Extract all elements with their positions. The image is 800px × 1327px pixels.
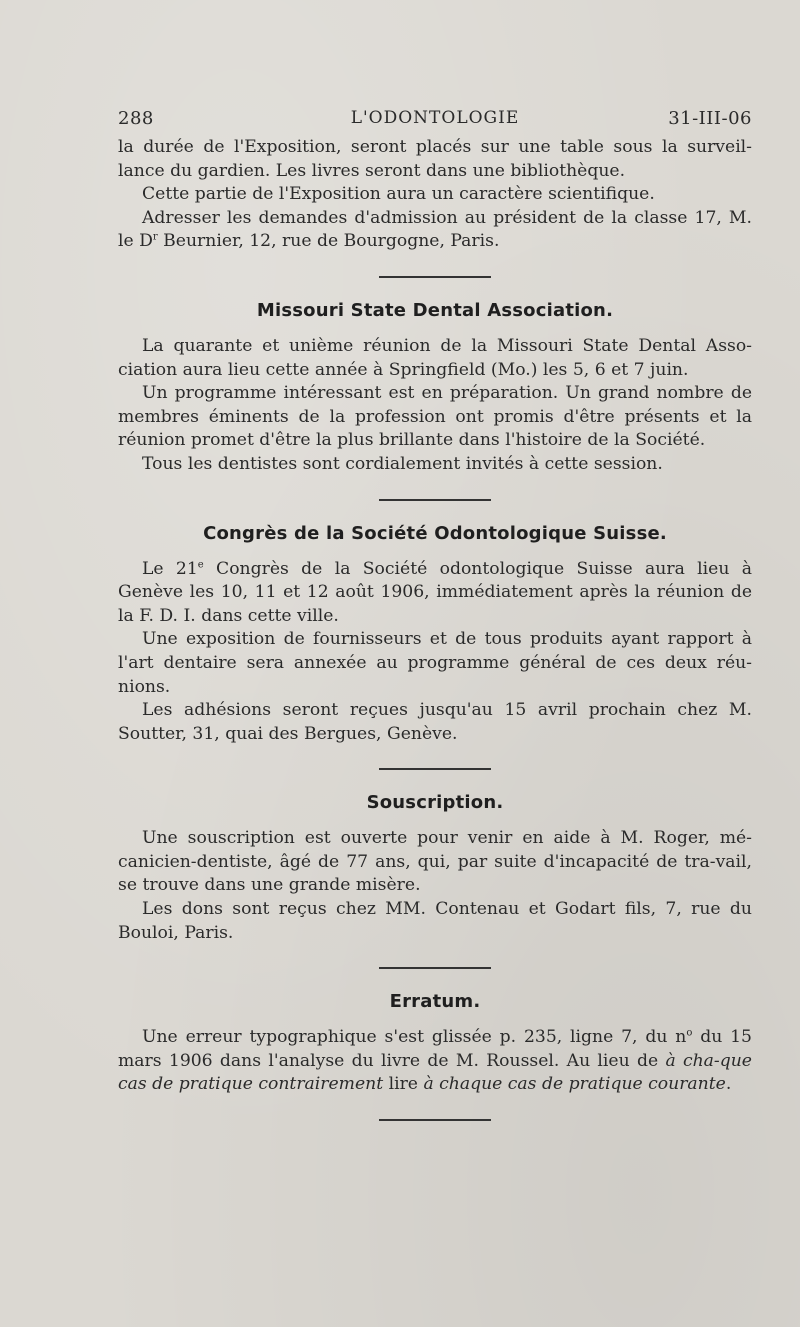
erratum-italic-original: à cha-que cas de pratique contrairement	[118, 1050, 752, 1095]
erratum-paragraph	[118, 1026, 752, 1097]
issue-date: 31-III-06	[668, 108, 752, 129]
congres-heading: Congrès de la Société Odontologique Suisse.	[203, 522, 667, 544]
section-divider	[379, 1119, 491, 1121]
erratum-text-d: .	[725, 1074, 732, 1095]
souscription-heading: Souscription.	[366, 792, 504, 814]
congres-paragraph-3: Les adhésions seront reçues jusqu'au 15 avril prochain chez M. Soutter, 31, quai des Bergues, Genève.	[118, 700, 752, 744]
section-divider	[379, 499, 491, 501]
souscription-paragraph-2: Les dons sont reçus chez MM. Contenau et Godart fils, 7, rue du Bouloi, Paris.	[118, 899, 752, 943]
section-divider	[379, 276, 491, 278]
erratum-text-c: lire	[383, 1074, 424, 1095]
intro-p3-superscript: r	[152, 231, 158, 243]
erratum-italic-correction: à chaque cas de pratique courante	[423, 1074, 726, 1095]
missouri-paragraph-1: La quarante et unième réunion de la Missouri State Dental Asso-ciation aura lieu cette année à Springfield (Mo.) les 5, 6 et 7 juin.	[118, 335, 752, 380]
congres-p1-text-b: Congrès de la Société odontologique Suisse aura lieu à Genève les 10, 11 et 12 août 1906, immédiatement après la réunion de la F. D. I. dans cette ville.	[118, 558, 752, 626]
erratum-superscript: o	[686, 1027, 693, 1039]
missouri-paragraph-2: Un programme intéressant est en préparation. Un grand nombre de membres éminents de la profession ont promis d'être présents et la réunion promet d'être la plus brillante dans l'histoire de la Société.	[118, 383, 752, 451]
running-header	[118, 108, 752, 136]
souscription-paragraph-1: Une souscription est ouverte pour venir en aide à M. Roger, mé-canicien-dentiste, âgé de 77 ans, qui, par suite d'incapacité de tra-vail, se trouve dans une grande misère.	[118, 828, 752, 896]
congres-paragraph-2: Une exposition de fournisseurs et de tous produits ayant rapport à l'art dentaire sera annexée au programme général de ces deux réu-nions.	[118, 629, 752, 697]
erratum-heading: Erratum.	[389, 991, 481, 1013]
page-number: 288	[118, 108, 154, 129]
missouri-heading: Missouri State Dental Association.	[256, 299, 614, 321]
intro-p3-text-b: Beurnier, 12, rue de Bourgogne, Paris.	[157, 231, 500, 252]
journal-title: L'ODONTOLOGIE	[350, 108, 520, 128]
erratum-text-b: du 15 mars 1906 dans l'analyse du livre de M. Roussel. Au lieu de	[118, 1027, 752, 1071]
erratum-text-a: Une erreur typographique s'est glissée p. 235, ligne 7, du n	[142, 1027, 687, 1048]
intro-paragraph-3	[118, 207, 752, 254]
section-divider	[379, 768, 491, 770]
intro-paragraph-1: la durée de l'Exposition, seront placés sur une table sous la surveil-lance du gardien. Les livres seront dans une bibliothèque.	[118, 137, 752, 181]
text-column	[118, 108, 752, 1143]
congres-p1-text-a: Le 21	[142, 558, 198, 579]
congres-p1-superscript: e	[197, 558, 204, 570]
intro-p3-text-a: Adresser les demandes d'admission au président de la classe 17, M. le D	[118, 207, 752, 252]
congres-paragraph-1	[118, 558, 752, 629]
section-divider	[379, 967, 491, 969]
missouri-paragraph-3: Tous les dentistes sont cordialement invités à cette session.	[142, 453, 663, 474]
intro-paragraph-2: Cette partie de l'Exposition aura un caractère scientifique.	[142, 184, 655, 205]
